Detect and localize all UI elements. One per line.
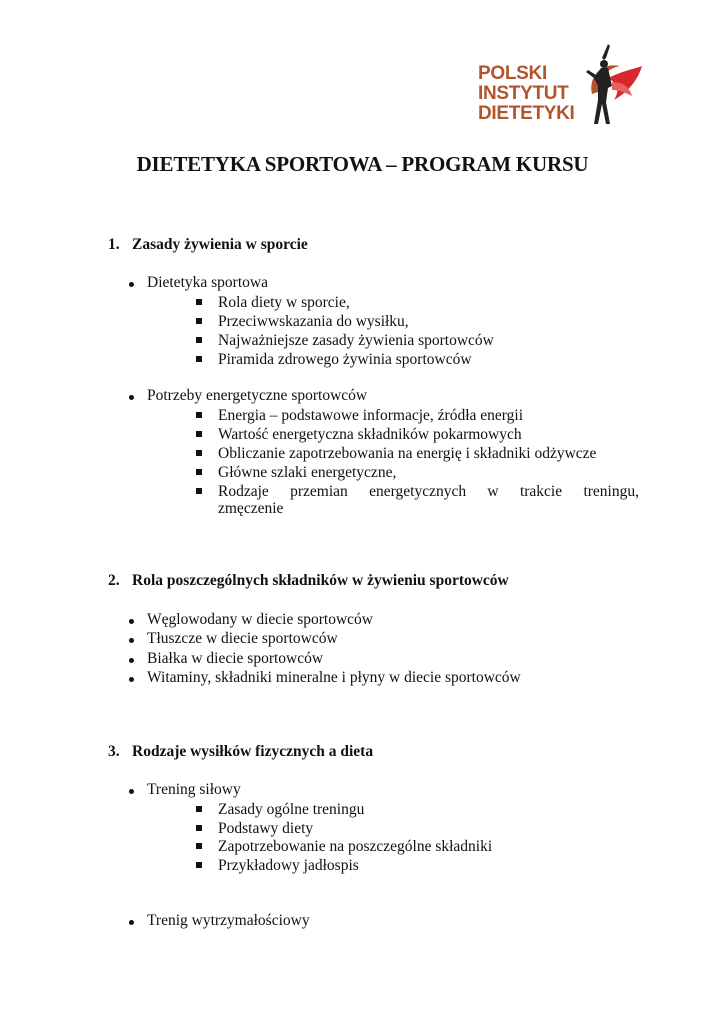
logo-text — [478, 64, 575, 124]
sub-bullet-item: Najważniejsze zasady żywienia sportowców — [218, 331, 639, 350]
sub-bullet-item: Główne szlaki energetyczne, — [218, 463, 639, 482]
logo-line-1: POLSKI — [478, 63, 547, 84]
section-number: 3. — [108, 743, 120, 760]
sub-bullet-item: Przykładowy jadłospis — [218, 856, 639, 875]
sub-bullet-item: Zasady ogólne treningu — [218, 800, 639, 819]
logo-line-2: INSTYTUT — [478, 83, 569, 104]
bullet-item: Węglowodany w diecie sportowców — [147, 611, 373, 628]
sub-bullet-item: Obliczanie zapotrzebowania na energię i składniki odżywcze — [218, 444, 639, 463]
section-number: 1. — [108, 236, 120, 253]
bullet-item: Potrzeby energetyczne sportowców — [147, 387, 368, 404]
sub-bullet-item: Przeciwwskazania do wysiłku, — [218, 312, 639, 331]
logo-line-3: DIETETYKI — [478, 103, 575, 124]
section-heading — [108, 743, 373, 761]
sub-bullet-continuation: zmęczenie — [218, 500, 284, 517]
sub-bullet-item: Zapotrzebowanie na poszczególne składniki — [218, 837, 639, 856]
athlete-emblem-icon — [568, 42, 644, 130]
sub-bullet-item: Wartość energetyczna składników pokarmowych — [218, 425, 639, 444]
section-title: Zasady żywienia w sporcie — [132, 236, 308, 253]
bullet-item: Trenig wytrzymałościowy — [147, 912, 310, 929]
bullet-item: Witaminy, składniki mineralne i płyny w diecie sportowców — [147, 669, 521, 686]
bullet-item: Białka w diecie sportowców — [147, 650, 324, 667]
bullet-item: Trening siłowy — [147, 781, 241, 798]
section-title: Rodzaje wysiłków fizycznych a dieta — [132, 743, 374, 760]
section-heading — [108, 236, 308, 254]
bullet-item: Tłuszcze w diecie sportowców — [147, 630, 338, 647]
bullet-item: Dietetyka sportowa — [147, 274, 268, 291]
sub-bullet-item: Energia – podstawowe informacje, źródła energii — [218, 406, 639, 425]
sub-bullet-item: Rola diety w sporcie, — [218, 293, 639, 312]
document-title: DIETETYKA SPORTOWA – PROGRAM KURSU — [136, 152, 589, 176]
sub-bullet-item: Piramida zdrowego żywinia sportowców — [218, 350, 639, 369]
section-number: 2. — [108, 572, 120, 589]
section-heading — [108, 572, 509, 590]
sub-bullet-item: Rodzaje przemian energetycznych w trakcie treningu, — [218, 483, 639, 500]
institute-logo — [476, 42, 646, 130]
sub-bullet-item: Podstawy diety — [218, 819, 639, 838]
section-title: Rola poszczególnych składników w żywieniu sportowców — [132, 572, 509, 589]
